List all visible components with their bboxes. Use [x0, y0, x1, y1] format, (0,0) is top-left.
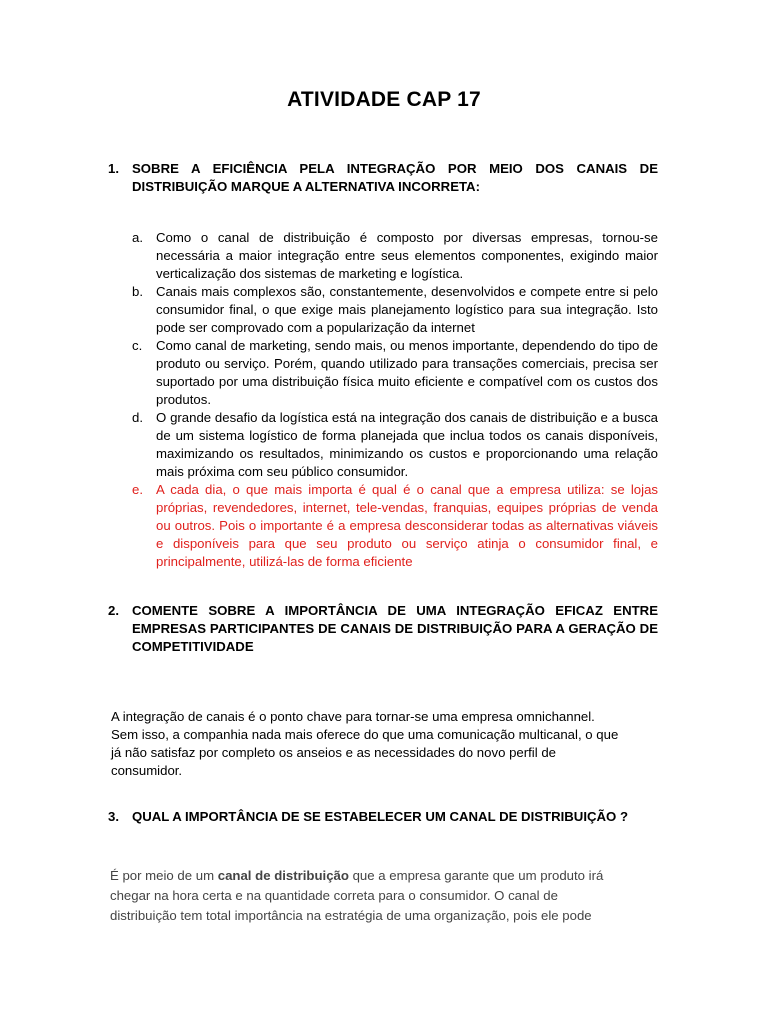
answer-3-line-3: distribuição tem total importância na estratégia de uma organização, pois ele pode [110, 908, 592, 923]
answer-3-line-1 [110, 866, 650, 886]
option-b-letter: b. [132, 284, 143, 299]
option-d-text: O grande desafio da logística está na integração dos canais de distribuição e a busca de um sistema logístico de forma planejada que inclua todos os canais disponíveis, maximizando os resultados, minimizando os custos e proporcionando uma relação mais próxima com seu público consumidor. [156, 410, 658, 479]
answer-2-line: A integração de canais é o ponto chave para tornar-se uma empresa omnichannel. [111, 709, 595, 724]
option-a [132, 229, 658, 283]
answer-3 [110, 866, 650, 926]
option-b [132, 283, 658, 337]
question-1-text: SOBRE A EFICIÊNCIA PELA INTEGRAÇÃO POR MEIO DOS CANAIS DE DISTRIBUIÇÃO MARQUE A ALTERNATIVA INCORRETA: [132, 161, 658, 194]
question-1 [108, 160, 658, 196]
question-2 [108, 602, 658, 656]
option-a-letter: a. [132, 230, 143, 245]
option-c-letter: c. [132, 338, 143, 353]
answer-3-highlight-term: canal de distribuição [217, 868, 349, 883]
question-1-options [132, 229, 658, 571]
question-2-number: 2. [108, 603, 119, 618]
page-title: ATIVIDADE CAP 17 [287, 88, 481, 111]
answer-3-line-1-start: É por meio de um [110, 868, 218, 883]
option-e-text: A cada dia, o que mais importa é qual é o canal que a empresa utiliza: se lojas próprias, revendedores, internet, tele-vendas, franquias, equipes próprias de venda ou outros. Pois o importante é a empresa desconsiderar todas as alternativas viáveis e disponíveis para que seu produto ou serviço atinja o consumidor final, e principalmente, utilizá-las de forma eficiente [156, 482, 658, 569]
answer-3-line-1-end: que a empresa garante que um produto irá [348, 868, 604, 883]
answer-2 [111, 708, 639, 780]
option-e-letter: e. [132, 482, 143, 497]
question-3 [108, 808, 658, 826]
question-2-text: COMENTE SOBRE A IMPORTÂNCIA DE UMA INTEGRAÇÃO EFICAZ ENTRE EMPRESAS PARTICIPANTES DE CANAIS DE DISTRIBUIÇÃO PARA A GERAÇÃO DE COMPETITIVIDADE [132, 603, 658, 654]
answer-2-line: Sem isso, a companhia nada mais oferece do que uma comunicação multicanal, o que [111, 727, 619, 742]
option-d-letter: d. [132, 410, 143, 425]
option-a-text: Como o canal de distribuição é composto por diversas empresas, tornou-se necessária a maior integração entre seus elementos componentes, exigindo maior verticalização dos sistemas de marketing e logística. [156, 230, 658, 281]
option-d [132, 409, 658, 481]
option-b-text: Canais mais complexos são, constantemente, desenvolvidos e compete entre si pelo consumidor final, o que exige mais planejamento logístico para sua integração. Isto pode ser comprovado com a popularização da internet [156, 284, 658, 335]
question-1-number: 1. [108, 161, 119, 176]
option-e [132, 481, 658, 571]
answer-2-line: consumidor. [111, 763, 183, 778]
answer-2-line: já não satisfaz por completo os anseios e as necessidades do novo perfil de [111, 745, 556, 760]
option-c-text: Como canal de marketing, sendo mais, ou menos importante, dependendo do tipo de produto ou serviço. Porém, quando utilizado para transações comerciais, precisa ser suportado por uma distribuição física muito eficiente e compatível com os custos dos produtos. [156, 338, 658, 407]
question-3-text: QUAL A IMPORTÂNCIA DE SE ESTABELECER UM CANAL DE DISTRIBUIÇÃO ? [132, 809, 629, 824]
question-3-number: 3. [108, 809, 119, 824]
answer-3-line-2: chegar na hora certa e na quantidade correta para o consumidor. O canal de [110, 888, 558, 903]
option-c [132, 337, 658, 409]
